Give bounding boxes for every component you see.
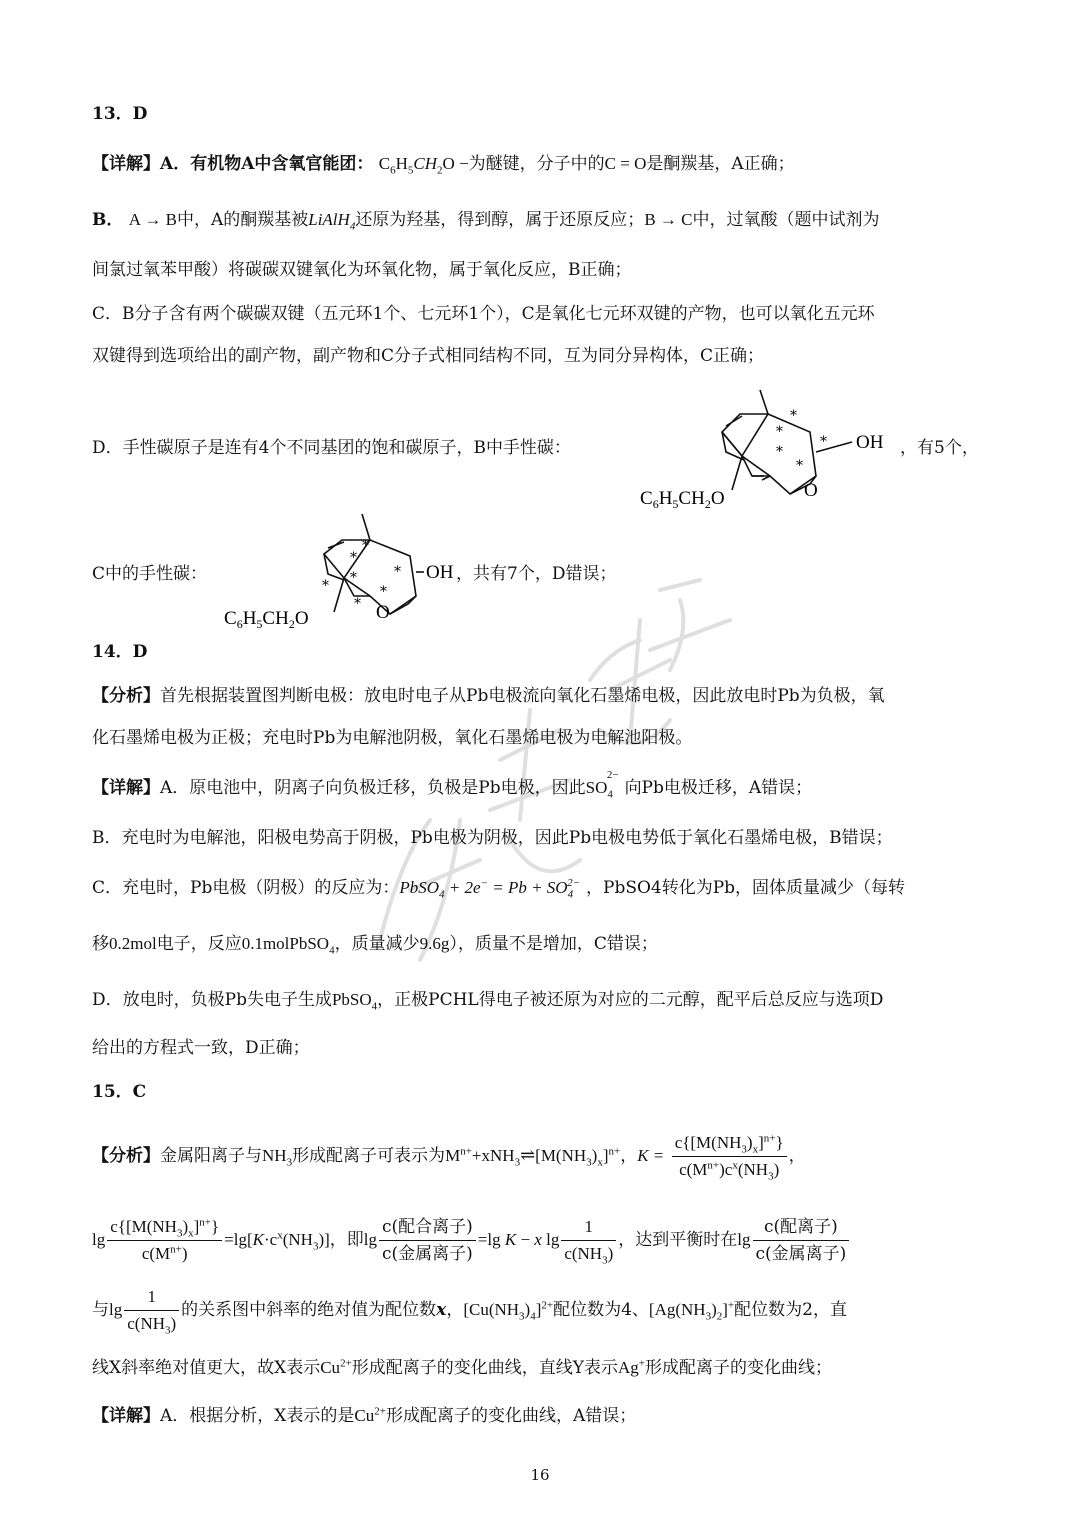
star-c2: *: [350, 550, 357, 566]
mol-pbso4: 0.1molPbSO$_4$: [241, 934, 335, 957]
star-b5: *: [796, 458, 803, 474]
q15-analysis-line4: 线X斜率绝对值更大，故X表示$Cu^{2+}$形成配离子的变化曲线，直线Y表示Ag+形成配离子的变化曲线；: [92, 1357, 833, 1378]
star-b1: *: [790, 408, 797, 424]
benzyloxy-label: $C_6H_5CH_2O$: [640, 488, 725, 510]
q14-option-d-line1: D．放电时，负极Pb失电子生成PbSO$_4$，正极PCHL得电子被还原为对应的二元醇，配平后总反应与选项D: [92, 990, 884, 1013]
q13-option-d-line2: C中的手性碳：: [92, 564, 208, 584]
structure-b-chiral: [630, 380, 900, 510]
star-b3: *: [820, 434, 827, 450]
k-fraction: $\frac{c\{[M(NH_3)_x]^{n+}\}}{c(M^{n+})c^x(NH_3)}$: [672, 1130, 787, 1183]
lg-kcx: $=\lg[K\cdot c^x(NH_3)]$: [224, 1229, 330, 1253]
reagent-lialh4: LiAlH$_4$: [308, 210, 356, 233]
oh-label: OH: [856, 432, 884, 453]
copper-complex: $[Cu(NH_3)_4]^{2+}$: [463, 1299, 554, 1323]
equilibrium-arrow-icon: ⇌: [520, 1145, 536, 1166]
q14-option-d-line2: 给出的方程式一致，D正确；: [92, 1038, 310, 1058]
ratio-fraction: $\frac{\text{c(配合离子)}}{\text{c(金属离子)}}$: [379, 1214, 476, 1267]
page-number: 16: [530, 1466, 550, 1484]
equilibrium-left: $M^{n+}+xNH_3$: [445, 1145, 521, 1169]
star-b4: *: [776, 444, 783, 460]
benzyloxy-label-c: $C_6H_5CH_2O$: [224, 608, 309, 630]
oh-label-c: OH: [426, 562, 454, 583]
q14-option-b: B．充电时为电解池，阳极电势高于阴极，Pb电极为阴极，因此Pb电极电势低于氧化石墨烯电极，B错误；: [92, 828, 893, 848]
q13-option-d-line1-end: ，有5个，: [900, 438, 979, 458]
star-c6: *: [354, 596, 361, 612]
complex-ion: $[M(NH_3)_x]^{n+}$: [535, 1145, 621, 1169]
star-b2: *: [776, 424, 783, 440]
q15-analysis-line2: lg $\frac{c\{[M(NH_3)_x]^{n+}\}}{c(M^{n+})}$ $=\lg[K\cdot c^x(NH_3)]$，即lg $\frac{\text{c(配合离子)}}{\text{c(金属离子)}}$ =lg K − x lg $\frac{1}{c(NH_3)}$ ，达到平衡时在lg $\frac{\text{c(配离子)}}{\text{c(金属离子)}}$: [92, 1210, 851, 1270]
q14-option-a: 【详解】A．原电池中，阴离子向负极迁移，负极是Pb电极，因此$SO_4^{2-}$向Pb电极迁移，A错误；: [92, 769, 813, 801]
q14-option-c-line1: C．充电时，Pb电极（阴极）的反应为：PbSO$_4$ + $2e^- = Pb + SO_4^{2-}$ ，PbSO4转化为Pb，固体质量减少（每转: [92, 877, 906, 901]
lgk-minus-xlg: =lg K − x lg: [477, 1230, 560, 1249]
q13-option-c-line2: 双键得到选项给出的副产物，副产物和C分子式相同结构不同，互为同分异构体，C正确；: [92, 346, 765, 366]
inverse-nh3-fraction-2: $\frac{1}{c(NH_3)}$: [124, 1284, 179, 1337]
star-c4: *: [350, 570, 357, 586]
copper-ion: $Cu^{2+}$: [320, 1357, 352, 1377]
sulfate-ion: $SO_4^{2-}$: [585, 769, 619, 801]
q14-option-c-line2: 移0.2mol电子，反应0.1molPbSO$_4$，质量减少9.6g），质量不是增加，C错误；: [92, 934, 658, 957]
ratio-fraction-2: $\frac{\text{c(配离子)}}{\text{c(金属离子)}}$: [753, 1214, 850, 1267]
q15-analysis-line1: 【分析】金属阳离子与$NH_3$形成配离子可表示为$M^{n+}+xNH_3\rightleftharpoons[M(NH_3)_x]^{n+}$，K = $\frac{c\{[M(NH_3)_x]^{n+}\}}{c(M^{n+})c^x(NH_3)}$ ，: [92, 1126, 806, 1186]
q13-header: 13．D: [92, 104, 148, 124]
q13-option-b-line1: B． A → B中，A的酮羰基被LiAlH$_4$还原为羟基，得到醇，属于还原反应；B → C中，过氧酸（题中试剂为: [92, 210, 880, 233]
q13-option-b-line2: 间氯过氧苯甲酸）将碳碳双键氧化为环氧化物，属于氧化反应，B正确；: [92, 260, 632, 280]
star-c7: *: [380, 584, 387, 600]
q13-option-d-line2-end: ，共有7个，D错误；: [456, 564, 617, 584]
pbso4-product: PbSO$_4$: [331, 990, 378, 1013]
q13-option-c-line1: C．B分子含有两个碳碳双键（五元环1个、七元环1个），C是氧化七元环双键的产物，也可以氧化五元环: [92, 304, 875, 324]
silver-complex: $[Ag(NH_3)_2]^+$: [648, 1299, 735, 1323]
q15-detail-a: 【详解】A．根据分析，X表示的是$Cu^{2+}$形成配离子的变化曲线，A错误；: [92, 1405, 637, 1426]
silver-ion: Ag+: [618, 1357, 646, 1377]
q14-header: 14．D: [92, 642, 148, 662]
half-reaction: PbSO$_4$ + $2e^- = Pb + SO_4^{2-}$: [399, 877, 581, 901]
q15-analysis-line3: 与lg $\frac{1}{c(NH_3)}$ 的关系图中斜率的绝对值为配位数x，$[Cu(NH_3)_4]^{2+}$配位数为4、$[Ag(NH_3)_2]^+$配位数为2，直: [92, 1282, 847, 1338]
epoxide-o-label-c: O: [376, 602, 390, 623]
q14-analysis-line1: 【分析】首先根据装置图判断电极：放电时电子从Pb电极流向氧化石墨烯电极，因此放电时Pb为负极，氧: [92, 686, 885, 706]
ammonia: $NH_3$: [262, 1146, 293, 1169]
epoxide-o-label: O: [804, 480, 818, 501]
star-c1: *: [362, 538, 369, 554]
q15-header: 15．C: [92, 1082, 147, 1102]
formula-c6h5ch2o: $C_6H_5CH_2O$ −: [378, 154, 469, 177]
lg-fraction: $\frac{c\{[M(NH_3)_x]^{n+}\}}{c(M^{n+})}$: [107, 1214, 222, 1267]
copper-ion-2: $Cu^{2+}$: [354, 1405, 386, 1425]
q13-option-a: 【详解】A．有机物A中含氧官能团： $C_6H_5CH_2O$ −为醚键，分子中的C = O是酮羰基，A正确；: [92, 154, 795, 177]
inverse-nh3-fraction: $\frac{1}{c(NH_3)}$: [561, 1214, 616, 1267]
structure-c-chiral: [220, 500, 470, 630]
star-c5: *: [322, 578, 329, 594]
q13-option-d-line1: D．手性碳原子是连有4个不同基团的饱和碳原子，B中手性碳：: [92, 438, 571, 458]
q14-analysis-line2: 化石墨烯电极为正极；充电时Pb为电解池阴极，氧化石墨烯电极为电解池阳极。: [92, 728, 693, 748]
star-c3: *: [394, 564, 401, 580]
